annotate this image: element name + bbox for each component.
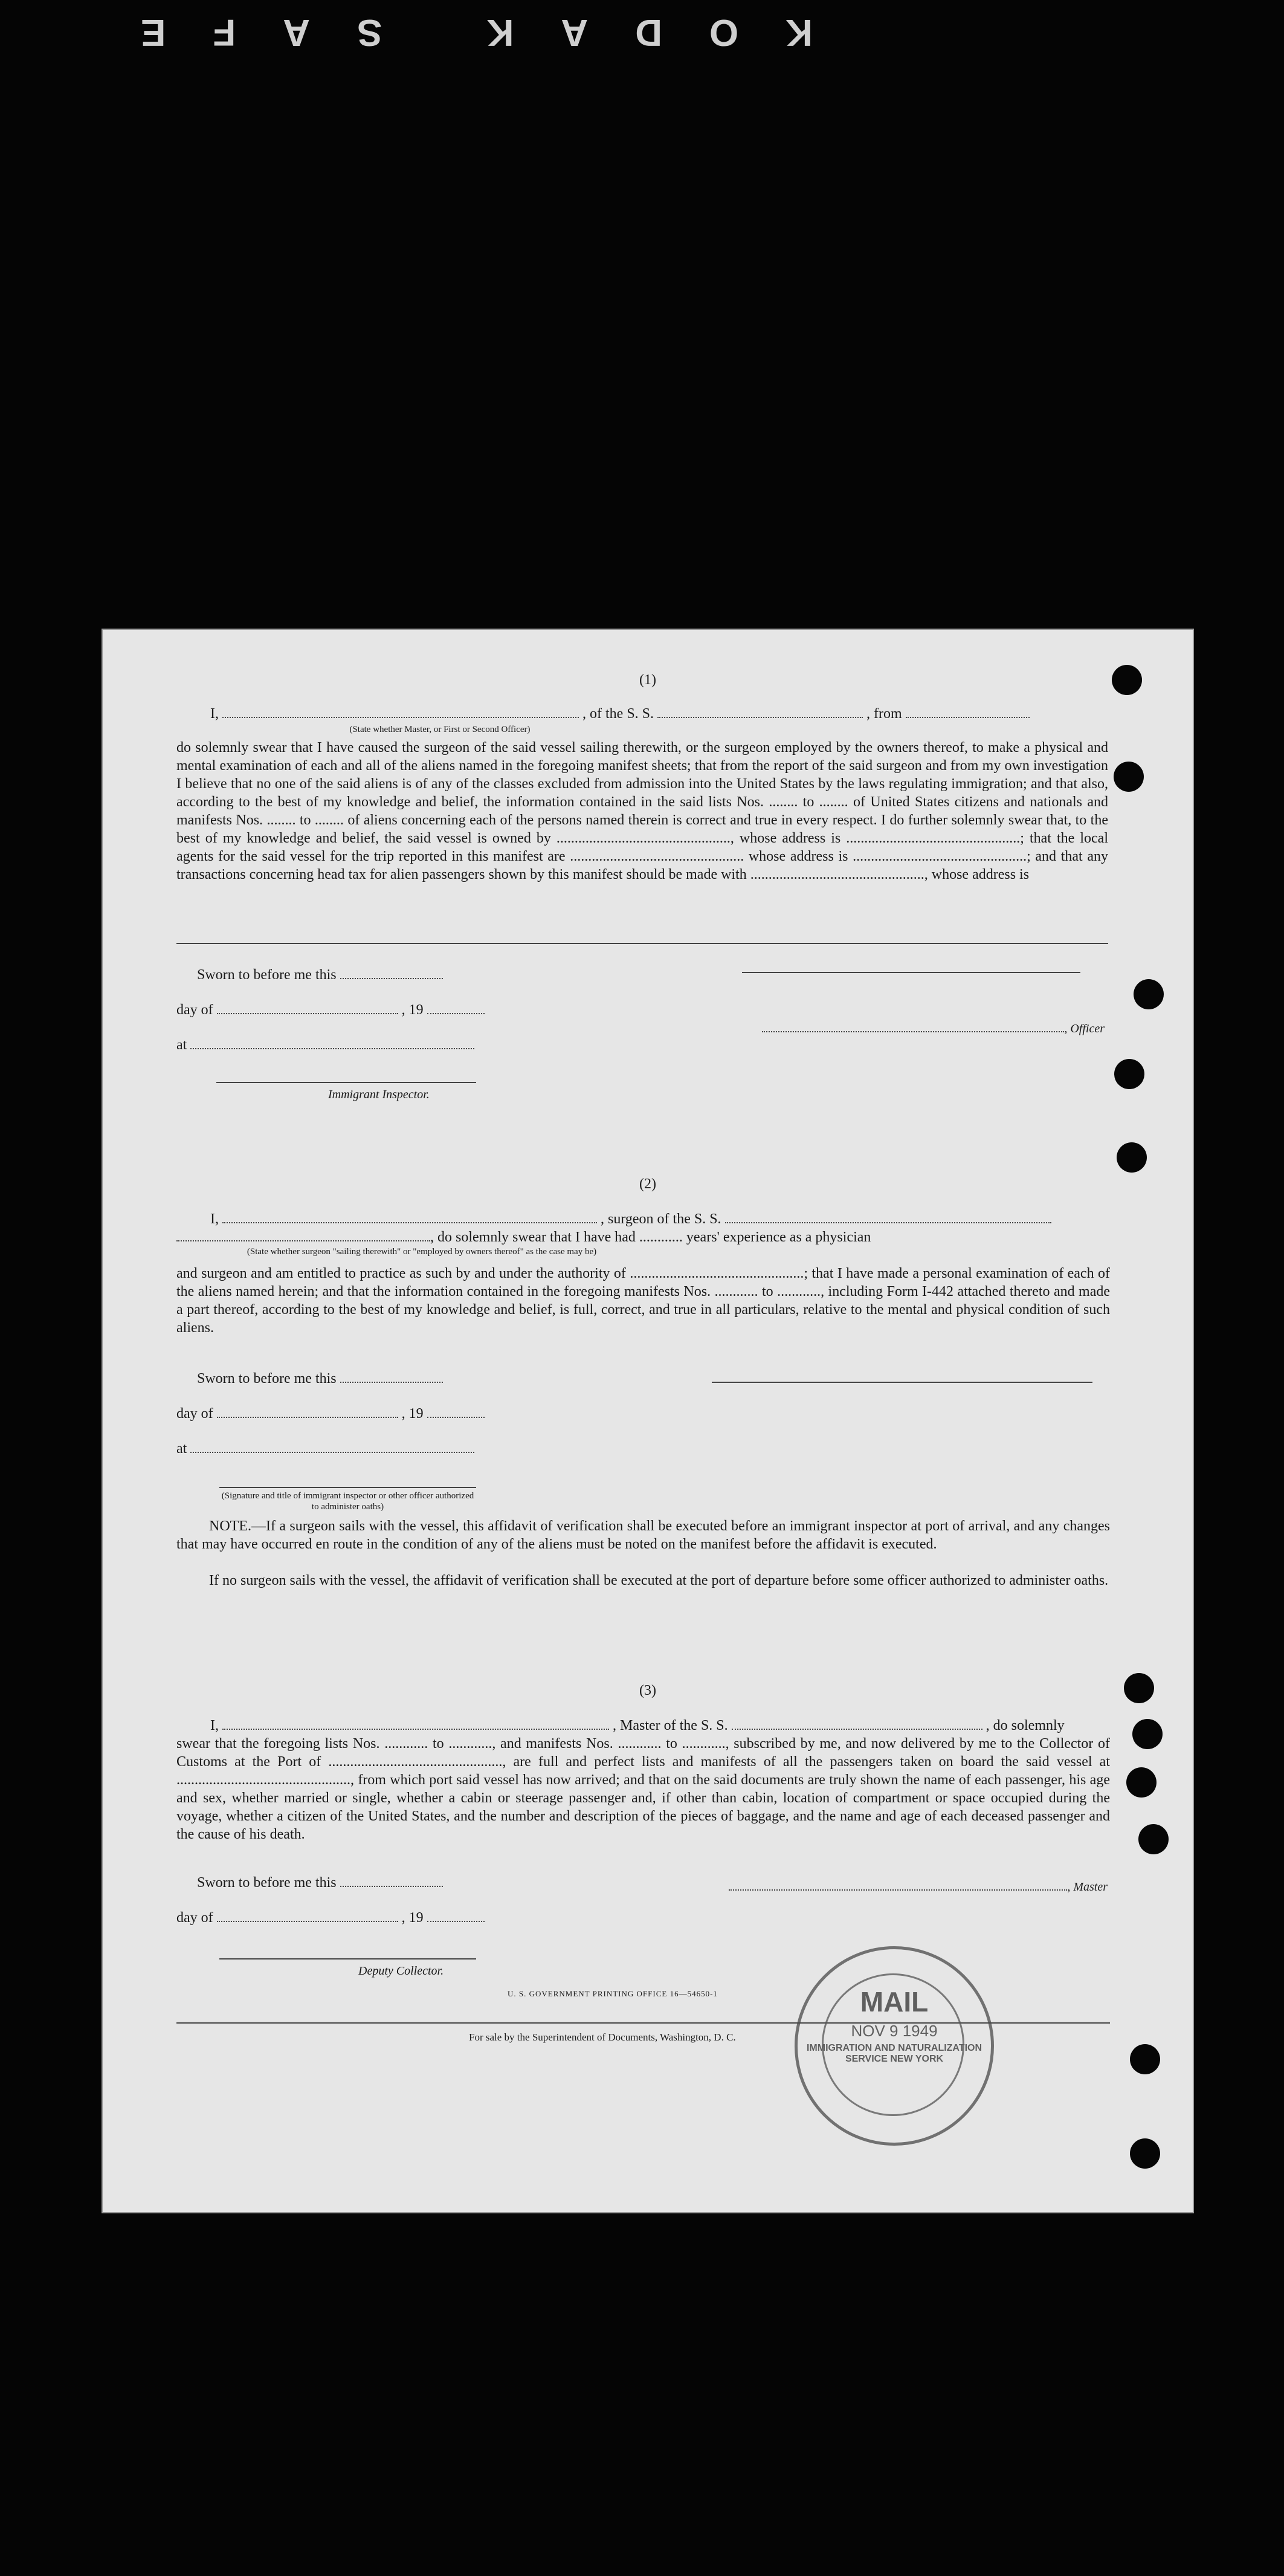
section-1-caption: (State whether Master, or First or Second Officer): [349, 725, 531, 734]
section-2-number: (2): [639, 1176, 656, 1192]
manifest-affidavit-page: [102, 629, 1194, 2213]
punch-hole: [1114, 1059, 1144, 1089]
place-field[interactable]: [190, 1441, 474, 1453]
section-3-opening-line: I, , Master of the S. S. , do solemnly: [210, 1718, 1065, 1733]
pronoun-label: I,: [210, 706, 219, 722]
section-1-sworn: Sworn to before me this: [197, 966, 443, 984]
signature-line: [216, 1082, 476, 1083]
punch-hole: [1134, 979, 1164, 1009]
officer-signature-line: [742, 972, 1080, 973]
day-field[interactable]: [217, 1406, 398, 1418]
section-3-number: (3): [639, 1683, 656, 1698]
master-signature-field[interactable]: [729, 1879, 1067, 1891]
sworn-field[interactable]: [340, 1371, 443, 1383]
punch-hole: [1132, 1719, 1163, 1749]
divider: [176, 943, 1108, 944]
section-2-opening-line: I, , surgeon of the S. S.: [210, 1210, 1111, 1228]
section-2-note-2: If no surgeon sails with the vessel, the affidavit of verification shall be executed at the port of departure before some officer authorized to administer oaths.: [209, 1573, 1109, 1588]
section-2-at: at: [176, 1440, 474, 1458]
surgeon-vessel-field[interactable]: [725, 1211, 1051, 1223]
punch-hole: [1114, 762, 1144, 792]
signature-line: [219, 1487, 476, 1488]
stamp-service: IMMIGRATION AND NATURALIZATION SERVICE NEW YORK: [806, 2043, 982, 2064]
section-2-caption: (State whether surgeon "sailing therewith" or "employed by owners thereof" as the case may be): [247, 1247, 597, 1257]
immigration-receipt-stamp: [795, 1946, 994, 2146]
punch-hole: [1138, 1824, 1169, 1854]
master-name-field[interactable]: [222, 1718, 609, 1730]
punch-hole: [1126, 1767, 1157, 1798]
section-1-opening-line: [210, 705, 1068, 723]
master-vessel-field[interactable]: [732, 1718, 982, 1730]
film-edge-marking: KODAK SAFE: [94, 11, 813, 53]
vessel-label: , of the S. S.: [582, 706, 654, 722]
section-1-at: at: [176, 1036, 474, 1054]
deputy-collector-label: Deputy Collector.: [358, 1964, 444, 1978]
officer-line: , Officer: [742, 1019, 1105, 1038]
officer-field[interactable]: [762, 1020, 1064, 1032]
section-3-day: day of , 19: [176, 1909, 485, 1927]
sale-note: For sale by the Superintendent of Documents, Washington, D. C.: [469, 2031, 736, 2043]
surgeon-signature-line: [712, 1382, 1092, 1383]
day-field[interactable]: [217, 1002, 398, 1014]
section-1-day: day of , 19: [176, 1001, 485, 1019]
surgeon-role-field[interactable]: [176, 1229, 430, 1241]
section-2-line-2: , do solemnly swear that I have had ............ years' experience as a physician: [176, 1228, 1110, 1246]
immigrant-inspector-label: Immigrant Inspector.: [328, 1088, 430, 1101]
name-field[interactable]: [222, 706, 579, 718]
section-1-number: (1): [639, 672, 656, 688]
day-field[interactable]: [217, 1910, 398, 1922]
from-label: , from: [866, 706, 902, 722]
section-2-sworn: Sworn to before me this: [197, 1370, 443, 1388]
punch-hole: [1130, 2044, 1160, 2074]
section-2-day: day of , 19: [176, 1405, 485, 1423]
punch-hole: [1117, 1142, 1147, 1173]
year-field[interactable]: [427, 1002, 485, 1014]
section-2-body: and surgeon and am entitled to practice as such by and under the authority of ................................................; that I have made a personal examination of each of the aliens named herein; and that the information contained in the foregoing manifests Nos. ............ to ............, including Form I-442 attached thereto and made a part thereof, according to the best of my knowledge and belief, is full, correct, and true in all particulars, relative to the mental and physical condition of such aliens.: [176, 1266, 1110, 1336]
master-line: , Master: [706, 1877, 1108, 1896]
section-3-sworn: Sworn to before me this: [197, 1874, 443, 1892]
vessel-field[interactable]: [657, 706, 863, 718]
from-field[interactable]: [906, 706, 1030, 718]
bleed-through-text: [730, 943, 1068, 1849]
surgeon-name-field[interactable]: [222, 1211, 597, 1223]
section-3-body: swear that the foregoing lists Nos. ............ to ............, and manifests Nos. ............ to ............, subscribed by me, and now delivered by me to the Collector of Customs at the Port of ................................................, are full and perfect lists and manifests of all the passengers taken on board the said vessel at ................................................, from which port said vessel has now arrived; and that on the said documents are truly shown the name of each passenger, his age and sex, whether married or single, whether a cabin or steerage passenger and, if other than cabin, location of compartment or space occupied during the voyage, whether a citizen of the United States, and the number and description of the pieces of baggage, and the name and age of each deceased passenger and the cause of his death.: [176, 1736, 1110, 1842]
place-field[interactable]: [190, 1037, 474, 1049]
sworn-field[interactable]: [340, 967, 443, 979]
sworn-field[interactable]: [340, 1875, 443, 1887]
stamp-date: NOV 9 1949: [851, 2022, 938, 2040]
printing-office-note: U. S. GOVERNMENT PRINTING OFFICE 16—54650-1: [508, 1989, 718, 1998]
section-1-body: do solemnly swear that I have caused the surgeon of the said vessel sailing therewith, or the surgeon employed by the owners thereof, to make a physical and mental examination of each and all of the aliens named in the foregoing manifest sheets; that from the report of the said surgeon and from my own investigation I believe that no one of the said aliens is of any of the classes excluded from admission into the United States by the laws regulating immigration; and that also, according to the best of my knowledge and belief, the information contained in the said lists Nos. ........ to ........ of United States citizens and nationals and manifests Nos. ........ to ........ of aliens concerning each of the persons named therein is correct and true in every respect. I do further solemnly swear that, to the best of my knowledge and belief, the said vessel is owned by ................................................, whose address is ................................................; that the local agents for the said vessel for the trip reported in this manifest are ................................................ whose address is ................................................; and that any transactions concerning head tax for alien passengers shown by this manifest should be made with ................................................, whose address is: [176, 740, 1108, 882]
stamp-mail-label: MAIL: [860, 1986, 929, 2018]
section-2-note: NOTE.—If a surgeon sails with the vessel, this affidavit of verification shall be executed before an immigrant inspector at port of arrival, and any changes that may have occurred en route in the condition of any of the aliens must be noted on the manifest before the affidavit is executed.: [176, 1518, 1110, 1552]
year-field[interactable]: [427, 1910, 485, 1922]
section-2-signature-caption: (Signature and title of immigrant inspector or other officer authorized to administer oaths): [221, 1491, 474, 1512]
punch-hole: [1130, 2138, 1160, 2169]
signature-line: [219, 1958, 476, 1960]
year-field[interactable]: [427, 1406, 485, 1418]
